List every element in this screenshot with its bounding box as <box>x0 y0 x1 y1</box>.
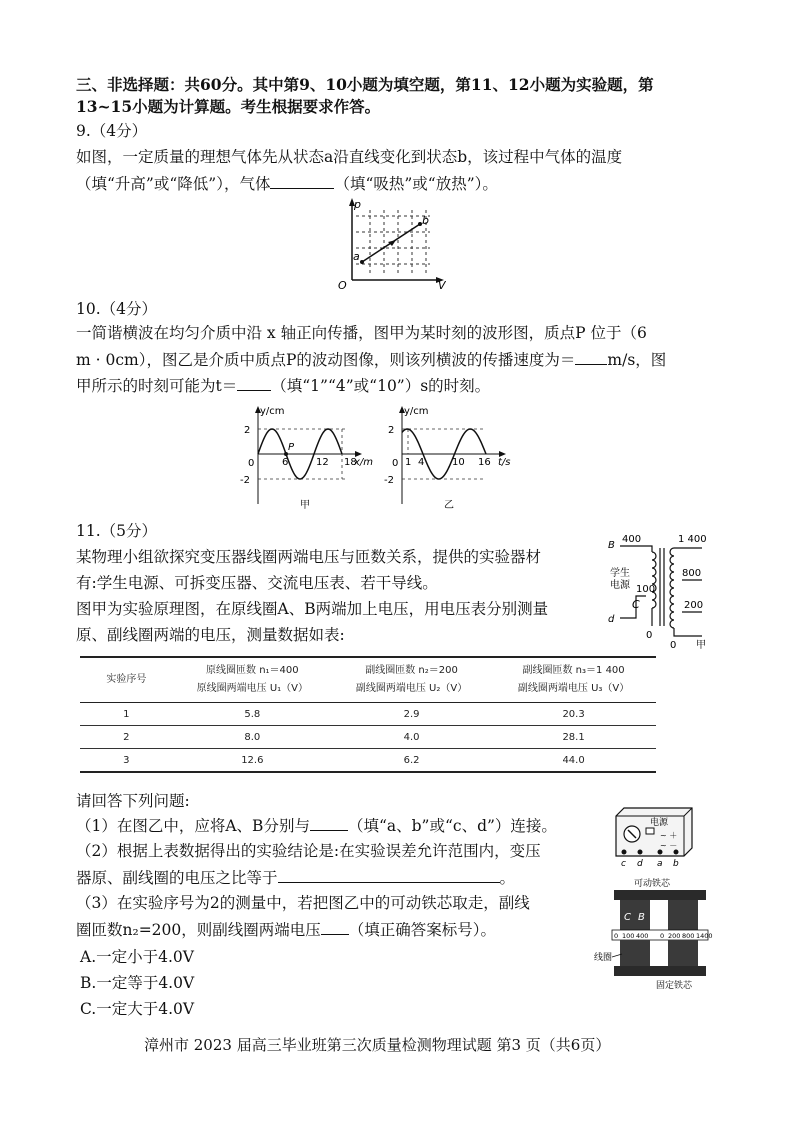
q11-fig-jia <box>606 530 716 652</box>
table-cell: 1 <box>80 703 173 726</box>
q9-axis-x: V <box>438 279 446 290</box>
q10-yi-xtick-10: 10 <box>452 457 465 468</box>
q11-sub2-line2-b: 。 <box>499 869 516 887</box>
q10-yi-xlabel: t/s <box>498 457 511 468</box>
svg-text:~ －: ~ － <box>660 841 678 850</box>
q9-line2 <box>76 172 498 195</box>
q10-line1: 一简谐横波在均匀介质中沿 x 轴正向传播，图甲为某时刻的波形图，质点P 位于（6 <box>76 324 647 342</box>
q10-jia-xtick-12: 12 <box>316 457 329 468</box>
q11-jia-label-100: 100 <box>636 584 656 595</box>
q10-jia-xtick-6: 6 <box>282 457 289 468</box>
terminal-d[interactable] <box>638 850 643 855</box>
table-cell: 4.0 <box>332 726 491 749</box>
q11-jia-label-c: C <box>632 598 640 611</box>
fixed-core <box>614 966 706 976</box>
table-cell: 12.6 <box>173 749 332 773</box>
section-header-line1: 三、非选择题：共60分。其中第9、10小题为填空题，第11、12小题为实验题，第 <box>76 75 654 94</box>
coil-letter-c: C <box>624 912 631 923</box>
q9-line2-b: （填“吸热”或“放热”）。 <box>334 175 498 193</box>
q10-yi-ytick-neg2: -2 <box>384 475 394 486</box>
q11-line1: 某物理小组欲探究变压器线圈两端电压与匝数关系，提供的实验器材 <box>76 548 542 566</box>
q11-line3: 图甲为实验原理图，在原线圈A、B两端加上电压，用电压表分别测量 <box>76 600 549 618</box>
q10-jia-ytick-2: 2 <box>244 425 251 436</box>
coil-label: 线圈 <box>594 953 613 963</box>
table-header-row <box>80 657 656 703</box>
movable-core-label: 可动铁芯 <box>634 879 671 889</box>
table-cell: 44.0 <box>491 749 656 773</box>
q11-data-table <box>80 656 656 773</box>
turn-100: 100 <box>622 932 635 940</box>
q11-sub1-b: （填“a、b”或“c、d”）连接。 <box>347 817 557 835</box>
turn-1400: 1400 <box>696 932 713 940</box>
q9-number: 9.（4分） <box>76 122 148 140</box>
q11-line4: 原、副线圈两端的电压，测量数据如表: <box>76 626 345 644</box>
q11-sub3-line2 <box>76 918 496 941</box>
q10-line2-b: m/s，图 <box>607 351 667 369</box>
terminal-label-d: d <box>637 859 643 868</box>
q10-line3 <box>76 374 490 397</box>
q10-jia-ytick-neg2: -2 <box>240 475 250 486</box>
q10-yi-ylabel: y/cm <box>404 406 429 417</box>
power-source-label: 电源 <box>650 818 669 828</box>
q10-jia-origin: 0 <box>248 458 255 469</box>
turn-0b: 0 <box>660 932 665 940</box>
q11-sub2-line1: （2）根据上表数据得出的实验结论是:在实验误差允许范围内，变压 <box>76 842 541 860</box>
table-cell: 2 <box>80 726 173 749</box>
q10-jia-ylabel: y/cm <box>260 406 285 417</box>
q10-yi-xtick-16: 16 <box>478 457 491 468</box>
q10-yi-ytick-2: 2 <box>388 425 395 436</box>
terminal-label-c: c <box>621 859 626 868</box>
q9-axis-y: p <box>354 198 361 211</box>
q10-jia-point-p: P <box>288 442 295 453</box>
q11-jia-caption: 甲 <box>696 640 706 651</box>
svg-text:~ ＋: ~ ＋ <box>660 831 678 840</box>
q11-prompt: 请回答下列问题: <box>76 792 190 810</box>
table-cell: 8.0 <box>173 726 332 749</box>
q10-time-blank[interactable] <box>237 374 271 391</box>
q11-sub3-line1: （3）在实验序号为2的测量中，若把图乙中的可动铁芯取走，副线 <box>76 894 530 912</box>
q9-point-a: a <box>353 250 360 263</box>
q10-yi-caption: 乙 <box>444 500 454 511</box>
q11-jia-label-800: 800 <box>682 568 702 579</box>
section-header-line2: 13~15小题为计算题。考生根据要求作答。 <box>76 97 381 116</box>
table-cell: 28.1 <box>491 726 656 749</box>
q11-option-a[interactable]: A.一定小于4.0V <box>80 948 194 966</box>
q11-sub3-line2-b: （填正确答案标号）。 <box>348 921 497 939</box>
coil-letter-b: B <box>638 912 645 923</box>
turn-800: 800 <box>682 932 695 940</box>
turn-400: 400 <box>636 932 649 940</box>
q9-answer-blank[interactable] <box>270 172 334 189</box>
q10-line2-a: m · 0cm），图乙是介质中质点P的波动图像，则该列横波的传播速度为＝ <box>76 351 576 369</box>
page-footer: 漳州市 2023 届高三毕业班第三次质量检测物理试题 第3 页（共6页） <box>144 1036 611 1054</box>
q11-sub3-blank[interactable] <box>321 918 349 935</box>
q11-transformer <box>594 876 718 990</box>
fixed-core-label: 固定铁芯 <box>656 981 693 990</box>
terminal-label-a: a <box>657 859 663 868</box>
terminal-b[interactable] <box>674 850 679 855</box>
table-header-cell: 副线圈匝数 n₂＝200 副线圈两端电压 U₂（V） <box>332 657 491 703</box>
q11-sub2-line2 <box>76 866 515 889</box>
table-row <box>80 703 656 726</box>
q11-number: 11.（5分） <box>76 522 158 540</box>
q9-origin: O <box>338 279 347 290</box>
q10-line2 <box>76 348 666 371</box>
table-header-cell: 实验序号 <box>80 657 173 703</box>
table-row <box>80 726 656 749</box>
table-row <box>80 749 656 773</box>
q11-jia-label-source2: 电源 <box>610 580 630 591</box>
q10-number: 10.（4分） <box>76 300 158 318</box>
q11-option-b[interactable]: B.一定等于4.0V <box>80 974 195 992</box>
q11-jia-label-200: 200 <box>684 600 704 611</box>
q11-sub3-line2-a: 圈匝数n₂=200，则副线圈两端电压 <box>76 921 321 939</box>
terminal-c[interactable] <box>622 850 627 855</box>
q10-graph-yi <box>382 404 518 514</box>
q9-pv-graph <box>334 196 446 290</box>
q11-sub1 <box>76 814 557 837</box>
q9-line2-a: （填“升高”或“降低”），气体 <box>76 175 271 193</box>
q11-sub2-line2-a: 器原、副线圈的电压之比等于 <box>76 869 278 887</box>
table-header-cell: 副线圈匝数 n₃＝1 400 副线圈两端电压 U₃（V） <box>491 657 656 703</box>
terminal-label-b: b <box>673 859 679 868</box>
table-header-cell: 原线圈匝数 n₁＝400 原线圈两端电压 U₁（V） <box>173 657 332 703</box>
q10-graph-jia <box>238 404 374 514</box>
q10-jia-xlabel: x/m <box>354 457 374 468</box>
table-cell: 3 <box>80 749 173 773</box>
movable-core[interactable] <box>614 890 706 900</box>
table-cell: 2.9 <box>332 703 491 726</box>
terminal-a[interactable] <box>658 850 663 855</box>
q9-point-b: b <box>422 214 429 227</box>
table-cell: 6.2 <box>332 749 491 773</box>
q10-yi-xtick-1: 1 <box>405 457 412 468</box>
q11-sub2-blank[interactable] <box>278 866 500 883</box>
q11-sub1-a: （1）在图乙中，应将A、B分别与 <box>76 817 310 835</box>
q11-option-c[interactable]: C.一定大于4.0V <box>80 1000 195 1018</box>
q9-line1: 如图，一定质量的理想气体先从状态a沿直线变化到状态b，该过程中气体的温度 <box>76 148 623 166</box>
q10-speed-blank[interactable] <box>575 348 607 365</box>
q10-jia-xtick-18: 18 <box>344 457 357 468</box>
q11-jia-label-400: 400 <box>622 534 642 545</box>
q11-jia-label-0a: 0 <box>646 630 653 641</box>
q10-line3-b: （填“1”“4”或“10”）s的时刻。 <box>271 377 491 395</box>
q10-yi-origin: 0 <box>392 458 399 469</box>
q10-yi-xtick-4: 4 <box>418 457 425 468</box>
table-cell: 5.8 <box>173 703 332 726</box>
turn-0: 0 <box>614 932 619 940</box>
q11-line2: 有:学生电源、可拆变压器、交流电压表、若干导线。 <box>76 574 438 592</box>
q11-jia-label-1400: 1 400 <box>678 534 707 545</box>
turn-200: 200 <box>668 932 681 940</box>
q11-jia-label-source1: 学生 <box>610 568 630 579</box>
q11-jia-label-0b: 0 <box>670 640 677 651</box>
q11-sub1-blank[interactable] <box>310 814 348 831</box>
q10-line3-a: 甲所示的时刻可能为t＝ <box>76 377 238 395</box>
q10-jia-caption: 甲 <box>300 500 310 511</box>
q11-power-supply <box>610 806 696 868</box>
table-cell: 20.3 <box>491 703 656 726</box>
q11-jia-label-b: B <box>608 540 615 551</box>
q11-jia-label-d: d <box>608 614 615 625</box>
